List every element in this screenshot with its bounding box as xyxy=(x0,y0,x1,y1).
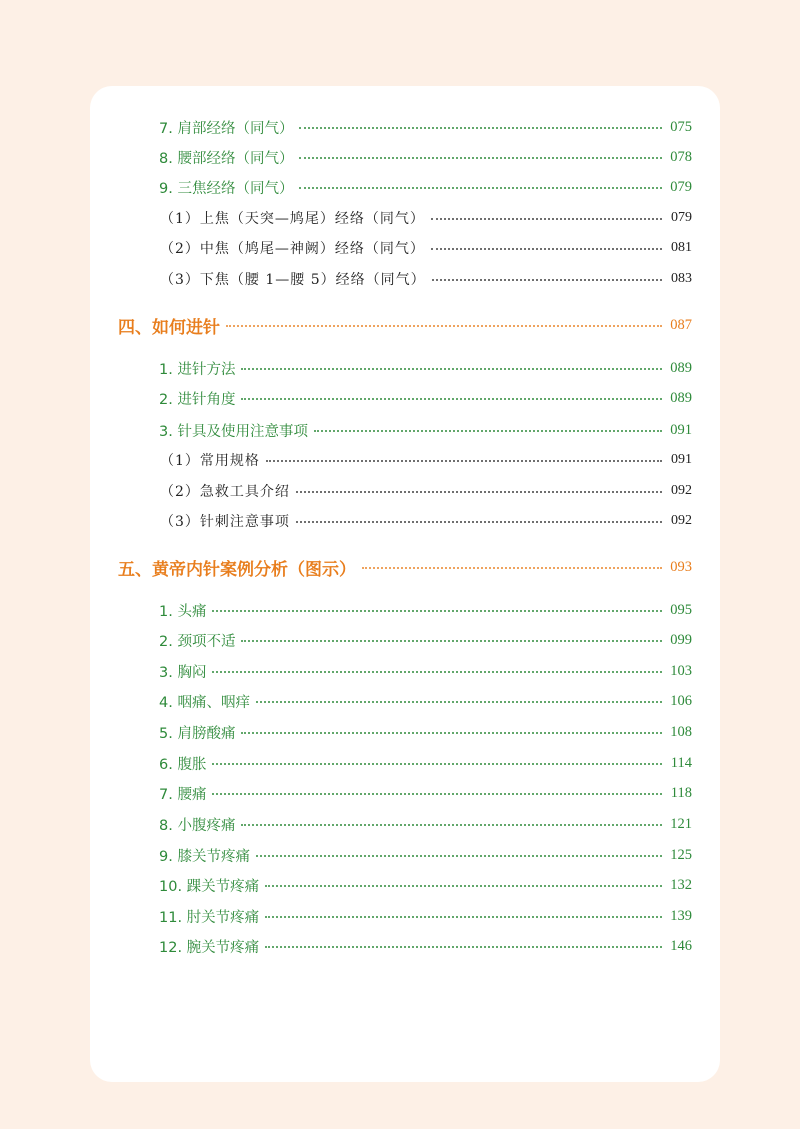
toc-entry[interactable] xyxy=(0,690,692,712)
dot-leader xyxy=(226,324,662,327)
toc-entry-label: （2）中焦（鸠尾—神阙）经络（同气） xyxy=(160,241,425,257)
toc-entry-label: （2）急救工具介绍 xyxy=(160,484,290,500)
dot-leader xyxy=(256,700,662,703)
toc-entry[interactable] xyxy=(0,599,692,621)
toc-entry[interactable] xyxy=(0,116,692,138)
toc-entry[interactable] xyxy=(0,449,692,471)
toc-entry[interactable] xyxy=(0,813,692,835)
toc-entry[interactable] xyxy=(0,752,692,774)
toc-page-number: 114 xyxy=(670,754,692,771)
toc-page-number: 078 xyxy=(670,148,692,165)
dot-leader xyxy=(265,884,662,887)
toc-entry[interactable] xyxy=(0,510,692,532)
dot-leader xyxy=(212,670,662,673)
toc-entry[interactable] xyxy=(0,176,692,198)
dot-leader xyxy=(432,278,662,281)
toc-page-number: 083 xyxy=(671,271,692,286)
toc-page-number: 106 xyxy=(670,692,692,709)
toc-entry-label: 8. 腰部经络（同气） xyxy=(159,150,294,167)
toc-entry-label: 9. 膝关节疼痛 xyxy=(159,848,250,865)
toc-page-number: 075 xyxy=(670,118,692,135)
toc-page-number: 079 xyxy=(670,178,692,195)
toc-entry-label: 9. 三焦经络（同气） xyxy=(159,180,294,197)
toc-entry[interactable] xyxy=(0,480,692,502)
dot-leader xyxy=(256,854,662,857)
toc-entry[interactable] xyxy=(0,660,692,682)
toc-entry[interactable] xyxy=(0,629,692,651)
toc-entry[interactable] xyxy=(0,237,692,259)
toc-page-number: 108 xyxy=(670,723,692,740)
dot-leader xyxy=(299,156,662,159)
dot-leader xyxy=(241,397,662,400)
dot-leader xyxy=(299,186,662,189)
dot-leader xyxy=(265,915,662,918)
dot-leader xyxy=(299,126,662,129)
page-card xyxy=(90,86,720,1082)
toc-section-heading[interactable] xyxy=(0,556,692,578)
toc-entry[interactable] xyxy=(0,387,692,409)
toc-page-number: 092 xyxy=(671,513,692,528)
toc-page-number: 081 xyxy=(671,240,692,255)
toc-entry-label: 6. 腹胀 xyxy=(159,756,207,773)
toc-page-number: 087 xyxy=(670,316,692,333)
toc-entry[interactable] xyxy=(0,935,692,957)
toc-entry-label: 8. 小腹疼痛 xyxy=(159,817,236,834)
toc-entry-label: （1）上焦（天突—鸠尾）经络（同气） xyxy=(160,211,425,227)
toc-entry-label: 2. 颈项不适 xyxy=(159,633,236,650)
dot-leader xyxy=(266,459,662,462)
toc-entry-label: 五、黄帝内针案例分析（图示） xyxy=(118,559,356,580)
toc-entry-label: （3）下焦（腰 1—腰 5）经络（同气） xyxy=(160,272,426,288)
toc-entry[interactable] xyxy=(0,721,692,743)
toc-page-number: 103 xyxy=(670,662,692,679)
toc-entry-label: （1）常用规格 xyxy=(160,453,260,469)
toc-page-number: 091 xyxy=(671,452,692,467)
toc-entry-label: （3）针刺注意事项 xyxy=(160,514,290,530)
toc-entry[interactable] xyxy=(0,268,692,290)
toc-page-number: 132 xyxy=(670,876,692,893)
toc-section-heading[interactable] xyxy=(0,314,692,336)
toc-entry-label: 1. 进针方法 xyxy=(159,361,236,378)
dot-leader xyxy=(241,823,662,826)
toc-entry[interactable] xyxy=(0,146,692,168)
toc-entry-label: 5. 肩膀酸痛 xyxy=(159,725,236,742)
toc-page-number: 146 xyxy=(670,937,692,954)
toc-page-number: 099 xyxy=(670,631,692,648)
dot-leader xyxy=(431,217,662,220)
toc-entry[interactable] xyxy=(0,207,692,229)
toc-page-number: 121 xyxy=(670,815,692,832)
dot-leader xyxy=(212,609,662,612)
toc-page-number: 118 xyxy=(670,784,692,801)
dot-leader xyxy=(296,490,662,493)
dot-leader xyxy=(241,731,662,734)
dot-leader xyxy=(212,792,662,795)
toc-entry[interactable] xyxy=(0,357,692,379)
toc-entry[interactable] xyxy=(0,844,692,866)
toc-entry-label: 7. 肩部经络（同气） xyxy=(159,120,294,137)
toc-entry-label: 1. 头痛 xyxy=(159,603,207,620)
toc-page-number: 139 xyxy=(670,907,692,924)
dot-leader xyxy=(296,520,662,523)
toc-entry-label: 4. 咽痛、咽痒 xyxy=(159,694,250,711)
toc-entry-label: 四、如何进针 xyxy=(118,317,220,338)
toc-entry-label: 12. 腕关节疼痛 xyxy=(159,939,260,956)
toc-page-number: 125 xyxy=(670,846,692,863)
toc-entry[interactable] xyxy=(0,419,692,441)
toc-entry-label: 7. 腰痛 xyxy=(159,786,207,803)
toc-page-number: 079 xyxy=(671,210,692,225)
toc-entry-label: 2. 进针角度 xyxy=(159,391,236,408)
dot-leader xyxy=(265,945,662,948)
dot-leader xyxy=(241,639,662,642)
toc-entry-label: 10. 踝关节疼痛 xyxy=(159,878,260,895)
dot-leader xyxy=(431,247,662,250)
toc-entry[interactable] xyxy=(0,782,692,804)
toc-page-number: 089 xyxy=(670,389,692,406)
dot-leader xyxy=(241,367,662,370)
toc-page-number: 095 xyxy=(670,601,692,618)
toc-entry[interactable] xyxy=(0,874,692,896)
dot-leader xyxy=(314,429,662,432)
toc-page-number: 091 xyxy=(670,421,692,438)
toc-entry-label: 3. 胸闷 xyxy=(159,664,207,681)
toc-page-number: 092 xyxy=(671,483,692,498)
toc-entry-label: 3. 针具及使用注意事项 xyxy=(159,423,308,440)
dot-leader xyxy=(362,566,662,569)
toc-entry-label: 11. 肘关节疼痛 xyxy=(159,909,260,926)
toc-entry[interactable] xyxy=(0,905,692,927)
dot-leader xyxy=(212,762,662,765)
toc-page-number: 093 xyxy=(670,558,692,575)
toc-page-number: 089 xyxy=(670,359,692,376)
